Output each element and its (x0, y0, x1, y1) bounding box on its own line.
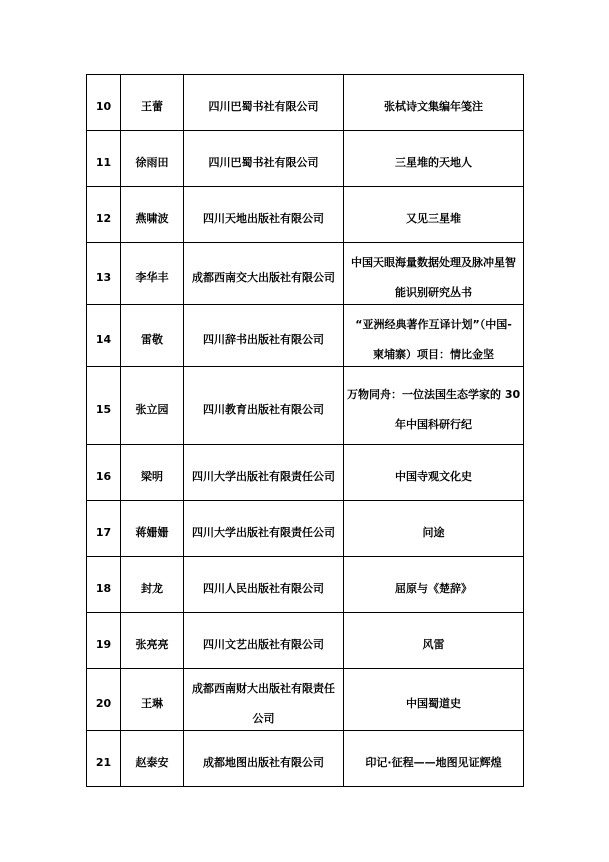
publisher-cell (184, 613, 344, 669)
publisher-cell (184, 669, 344, 731)
table-row (87, 187, 524, 243)
title-cell (344, 243, 524, 305)
table-row (87, 669, 524, 731)
author-name: 张亮亮 (135, 637, 169, 651)
row-number: 13 (95, 270, 112, 284)
book-title-line: “亚洲经典著作互译计划”（中国- (355, 317, 512, 331)
row-number: 12 (95, 211, 112, 225)
publisher-name-line: 成都地图出版社有限公司 (203, 755, 324, 769)
row-number-cell (87, 731, 121, 787)
publisher-cell (184, 187, 344, 243)
author-name: 梁明 (141, 469, 163, 483)
author-name-cell (121, 445, 184, 501)
row-number: 11 (95, 155, 112, 169)
publisher-name-line: 成都西南财大出版社有限责任 (192, 681, 335, 695)
author-name-cell (121, 501, 184, 557)
table-row (87, 501, 524, 557)
table-row (87, 557, 524, 613)
publisher-cell (184, 131, 344, 187)
row-number: 17 (95, 525, 112, 539)
author-name: 蒋姗姗 (135, 525, 169, 539)
publisher-name-line: 四川文艺出版社有限公司 (203, 637, 324, 651)
title-cell (344, 187, 524, 243)
table-row (87, 305, 524, 367)
publisher-cell (184, 305, 344, 367)
author-name-cell (121, 187, 184, 243)
publisher-cell (184, 243, 344, 305)
title-cell (344, 367, 524, 445)
title-cell (344, 669, 524, 731)
row-number-cell (87, 367, 121, 445)
row-number-cell (87, 445, 121, 501)
book-title-line: 中国蜀道史 (406, 696, 461, 710)
publisher-name-line: 四川大学出版社有限责任公司 (192, 525, 335, 539)
table-row (87, 367, 524, 445)
author-name: 王琳 (141, 696, 163, 710)
author-name-cell (121, 131, 184, 187)
author-name: 赵泰安 (135, 755, 169, 769)
author-name-cell (121, 731, 184, 787)
title-cell (344, 557, 524, 613)
author-name-cell (121, 613, 184, 669)
row-number: 18 (95, 581, 112, 595)
table-row (87, 613, 524, 669)
table-row (87, 75, 524, 131)
book-title-line: 张栻诗文集编年笺注 (384, 99, 483, 113)
row-number: 14 (95, 332, 112, 346)
publisher-name-line: 四川天地出版社有限公司 (203, 211, 324, 225)
row-number: 21 (95, 755, 112, 769)
book-title-line: 风雷 (422, 637, 445, 651)
publisher-cell (184, 501, 344, 557)
title-cell (344, 131, 524, 187)
book-title-line: 万物同舟：一位法国生态学家的 30 (347, 387, 521, 401)
row-number-cell (87, 613, 121, 669)
publisher-name-line: 四川巴蜀书社有限公司 (208, 99, 319, 113)
author-name: 雷敬 (141, 332, 163, 346)
table-row (87, 731, 524, 787)
row-number: 16 (95, 469, 112, 483)
publisher-name-line: 四川辞书出版社有限公司 (203, 332, 324, 346)
publisher-name-line: 四川人民出版社有限公司 (203, 581, 324, 595)
book-title-line: 柬埔寨）项目：情比金坚 (373, 347, 494, 361)
table-row (87, 243, 524, 305)
title-cell (344, 75, 524, 131)
table-row (87, 445, 524, 501)
publisher-cell (184, 445, 344, 501)
author-name: 张立园 (135, 402, 169, 416)
author-name-cell (121, 75, 184, 131)
author-name-cell (121, 305, 184, 367)
author-name: 王蕾 (141, 99, 163, 113)
author-name: 李华丰 (135, 270, 169, 284)
author-name: 封龙 (141, 581, 163, 595)
row-number-cell (87, 75, 121, 131)
book-title-line: 三星堆的天地人 (395, 155, 472, 169)
publisher-cell (184, 367, 344, 445)
row-number-cell (87, 187, 121, 243)
row-number-cell (87, 669, 121, 731)
book-title-line: 年中国科研行纪 (395, 417, 472, 431)
author-name: 燕啸波 (135, 211, 169, 225)
row-number-cell (87, 557, 121, 613)
publisher-name-line: 公司 (252, 711, 275, 725)
publisher-cell (184, 557, 344, 613)
publisher-cell (184, 731, 344, 787)
title-cell (344, 613, 524, 669)
book-title-line: 中国寺观文化史 (395, 469, 472, 483)
book-title-line: 屈原与《楚辞》 (395, 581, 472, 595)
title-cell (344, 305, 524, 367)
row-number-cell (87, 305, 121, 367)
author-name-cell (121, 557, 184, 613)
author-name-cell (121, 243, 184, 305)
row-number: 19 (95, 637, 112, 651)
publisher-name-line: 四川大学出版社有限责任公司 (192, 469, 335, 483)
row-number: 20 (95, 696, 112, 710)
row-number-cell (87, 243, 121, 305)
book-title-line: 印记·征程——地图见证辉煌 (365, 755, 502, 769)
publisher-name-line: 成都西南交大出版社有限公司 (192, 270, 335, 284)
author-name-cell (121, 367, 184, 445)
publisher-name-line: 四川教育出版社有限公司 (203, 402, 324, 416)
title-cell (344, 501, 524, 557)
publisher-name-line: 四川巴蜀书社有限公司 (208, 155, 319, 169)
title-cell (344, 445, 524, 501)
publisher-cell (184, 75, 344, 131)
author-name: 徐雨田 (135, 155, 169, 169)
row-number-cell (87, 131, 121, 187)
row-number: 15 (95, 402, 112, 416)
row-number: 10 (95, 99, 112, 113)
title-cell (344, 731, 524, 787)
author-name-cell (121, 669, 184, 731)
book-title-line: 中国天眼海量数据处理及脉冲星智 (351, 255, 516, 269)
table-row (87, 131, 524, 187)
book-title-line: 能识别研究丛书 (395, 285, 472, 299)
book-title-line: 问途 (422, 525, 445, 539)
book-title-line: 又见三星堆 (406, 211, 461, 225)
publication-table (86, 74, 524, 787)
row-number-cell (87, 501, 121, 557)
